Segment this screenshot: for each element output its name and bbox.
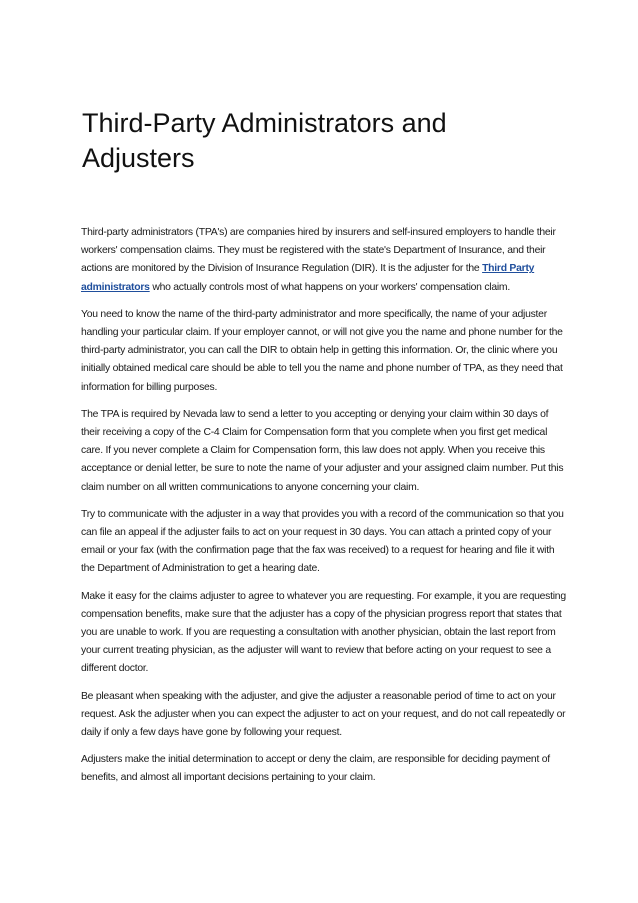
document-title: Third-Party Administrators and Adjusters xyxy=(82,108,447,173)
paragraph-text: who actually controls most of what happens on your workers' compensation claim. xyxy=(149,281,510,293)
paragraph-nevada-law: The TPA is required by Nevada law to send a letter to you accepting or denying your claim within 30 days of their receiving a copy of the C-4 Claim for Compensation form that you complete when you first get medical care. If you never complete a Claim for Compensation form, this law does not apply. When you receive this acceptance or denial letter, be sure to note the name of your adjuster and your assigned claim number. Put this claim number on all written communications to anyone concerning your claim. xyxy=(81,408,564,493)
paragraph-be-pleasant: Be pleasant when speaking with the adjuster, and give the adjuster a reasonable period of time to act on your request. Ask the adjuster when you can expect the adjuster to act on your request, and do not call repeatedly or daily if only a few days have gone by following your request. xyxy=(81,690,566,739)
paragraph-make-it-easy: Make it easy for the claims adjuster to agree to whatever you are requesting. For example, it you are requesting compensation benefits, make sure that the adjuster has a copy of the physician progress report that states that you are unable to work. If you are requesting a consultation with another physician, obtain the last report from your current treating physician, as the adjuster will want to review that before acting on your request to see a different doctor. xyxy=(81,590,566,675)
document-body xyxy=(81,224,566,797)
third-party-administrators-link[interactable]: Third Party administrators xyxy=(81,263,535,293)
paragraph-know-adjuster: You need to know the name of the third-party administrator and more specifically, the name of your adjuster handling your particular claim. If your employer cannot, or will not give you the name and phone number for the third-party administrator, you can call the DIR to obtain help in getting this information. Or, the clinic where you initially obtained medical care should be able to tell you the name and phone number of TPA, as they need that information for billing purposes. xyxy=(81,308,563,393)
paragraph-communicate: Try to communicate with the adjuster in a way that provides you with a record of the communication so that you can file an appeal if the adjuster fails to act on your request in 30 days. You can attach a printed copy of your email or your fax (with the confirmation page that the fax was received) to a request for hearing and file it with the Department of Administration to get a hearing date. xyxy=(81,508,564,575)
paragraph-tpa-intro xyxy=(81,224,566,297)
paragraph-adjuster-role: Adjusters make the initial determination to accept or deny the claim, are responsible for deciding payment of benefits, and almost all important decisions pertaining to your claim. xyxy=(81,754,550,784)
paragraph-text: Third-party administrators (TPA's) are companies hired by insurers and self-insured employers to handle their workers' compensation claims. They must be registered with the state's Department of Insurance, and their actions are monitored by the Division of Insurance Regulation (DIR). It is the adjuster for the xyxy=(81,227,556,275)
